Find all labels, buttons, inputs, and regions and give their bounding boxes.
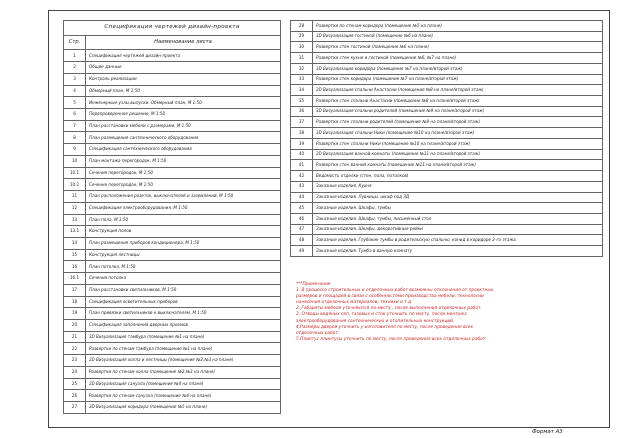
sheet-number: 28 [291, 21, 313, 32]
sheet-number: 23 [64, 355, 86, 367]
table-row [64, 155, 281, 167]
sheet-name: Развертки стен спальни родителей (помещение №9 на плане/второй этаж) [313, 117, 603, 128]
sheet-number: 40 [291, 149, 313, 160]
sheet-name: Ведомость отделки (стен, пола, потолков) [313, 171, 603, 182]
sheet-name: Спецификация электрооборудования, М 1:50 [86, 202, 281, 214]
sheet-name: Заказные изделия. Лувницы, шкаф под ЗД [313, 192, 603, 203]
sheet-number: 10.2 [64, 179, 86, 191]
sheet-number: 11 [64, 191, 86, 203]
sheet-number: 37 [291, 117, 313, 128]
sheet-number: 42 [291, 171, 313, 182]
sheet-name: Сечения потолка [86, 273, 281, 285]
table-row [64, 226, 281, 238]
sheet-number: 16.1 [64, 273, 86, 285]
note-line: электрооборудования сантехнических и отопительных конструкций. [296, 318, 455, 324]
sheet-number: 7 [64, 120, 86, 132]
table-row [64, 331, 281, 343]
table-row [291, 42, 603, 53]
table-row [64, 273, 281, 285]
note-line: размеров и площадей в связи с особенностями производства мебели, технологии [296, 294, 484, 300]
sheet-name: 3D Визуализация спальни родителей (помещение №9 на плане/второй этаж) [313, 106, 603, 117]
table-row [64, 390, 281, 402]
format-label: Формат А3 [532, 429, 563, 435]
sheet-name: План размещения приборов кондиционера, М 1:50 [86, 237, 281, 249]
table-row [64, 402, 281, 414]
table-row [64, 237, 281, 249]
table-row [64, 73, 281, 85]
sheet-number: 31 [291, 53, 313, 64]
sheet-name: 3D Визуализация спальни Анастасии (помещение №8 на плане/второй этаж) [313, 85, 603, 96]
table-row [64, 109, 281, 121]
sheet-number: 14 [64, 237, 86, 249]
table-row [291, 203, 603, 214]
table-row [291, 106, 603, 117]
sheet-name: Развертки по стенам коридора (помещение №5 на плане) [313, 21, 603, 32]
note-line: нанесения отделочных материалов, техники и т.д. [296, 300, 413, 306]
sheet-name: Заказные изделия. Шкафы, тумбы, письменный стол [313, 213, 603, 224]
table-row [291, 117, 603, 128]
sheet-number: 18 [64, 296, 86, 308]
note-line: 4.Размеры дверей уточнить у изготовителя по месту, после проведения всех [296, 324, 474, 330]
table-row [291, 128, 603, 139]
sheet-number: 16 [64, 261, 86, 273]
table-row [64, 214, 281, 226]
sheet-number: 36 [291, 106, 313, 117]
sheet-number: 20 [64, 319, 86, 331]
table-row [64, 85, 281, 97]
sheet-name: Сечения перегородок, М 1:50 [86, 179, 281, 191]
sheet-name: Инженерные узлы,выпуски. Обмерный план, М 1:50 [86, 97, 281, 109]
sheet-number: 49 [291, 246, 313, 257]
sheet-name: 3D Визуализация гостиной (помещение №6 на плане) [313, 31, 603, 42]
col-name-header: Наименование листа [86, 36, 281, 50]
sheet-name: Спецификация осветительных приборов [86, 296, 281, 308]
sheet-number: 21 [64, 331, 86, 343]
note-line: 5.Плинтус плинтусы уточнить по месту, после проведения всех отделочных работ. [296, 336, 487, 342]
spec-header-row [64, 36, 281, 50]
note-line: 2. Габариты мебели уточняются по месту , после выполнения отделочных работ. [296, 306, 482, 312]
table-row [291, 31, 603, 42]
sheet-number: 43 [291, 181, 313, 192]
sheet-name: Конструкция лестницы [86, 249, 281, 261]
table-row [64, 120, 281, 132]
sheet-name: Конструкция полов [86, 226, 281, 238]
sheet-name: Спецификация заполнения дверных проемов [86, 319, 281, 331]
table-row [64, 62, 281, 74]
sheet-name: Сечения перегородок, М 1:50 [86, 167, 281, 179]
sheet-number: 35 [291, 96, 313, 107]
sheet-name: Заказные изделия. Шкафы, тумбы [313, 203, 603, 214]
sheet-name: Развертки по стенам санузла (помещение №4 на плане) [86, 390, 281, 402]
sheet-name: 3D Визуализация тамбура (помещение №1 на плане) [86, 331, 281, 343]
sheet-name: 3D Визуализация санузла (помещение №4 на плане) [86, 378, 281, 390]
sheet-number: 13 [64, 214, 86, 226]
notes-block [296, 282, 566, 343]
sheet-number: 10 [64, 155, 86, 167]
sheet-name: Спецификация сантехнического оборудования [86, 144, 281, 156]
table-row [291, 74, 603, 85]
sheet-name: План пола, М 1:50 [86, 214, 281, 226]
table-row [64, 191, 281, 203]
table-row [64, 179, 281, 191]
sheet-number: 34 [291, 85, 313, 96]
table-row [291, 138, 603, 149]
table-row [64, 167, 281, 179]
sheet-number: 27 [64, 402, 86, 414]
table-row [291, 149, 603, 160]
sheet-number: 30 [291, 42, 313, 53]
sheet-name: Заказные изделия. Глубокие тумбы в родительскую спальню, конид в коридоре 2-го этажа. [313, 235, 603, 246]
note-line: отделочных работ. [296, 330, 340, 336]
sheet-name: План расстановки светильников, М 1:50 [86, 284, 281, 296]
sheet-name: 3D Визуализация коридора (помещение №5 на плане) [86, 402, 281, 414]
table-row [291, 96, 603, 107]
sheet-number: 5 [64, 97, 86, 109]
sheet-name: Развертки стен спальни Ники (помещение №10 на плане/второй этаж) [313, 138, 603, 149]
sheet-number: 15 [64, 249, 86, 261]
sheet-number: 10.1 [64, 167, 86, 179]
sheet-name: Обмерный план, М 1:50 [86, 85, 281, 97]
table-row [64, 355, 281, 367]
sheet-number: 24 [64, 366, 86, 378]
table-row [64, 261, 281, 273]
sheet-number: 47 [291, 224, 313, 235]
sheet-number: 2 [64, 62, 86, 74]
table-row [291, 235, 603, 246]
table-row [291, 85, 603, 96]
table-row [291, 224, 603, 235]
sheet-name: План потолка, М 1:50 [86, 261, 281, 273]
sheet-number: 3 [64, 73, 86, 85]
sheet-name: 3D Визуализация спальни Ники (помещение №10 на плане/второй этаж) [313, 128, 603, 139]
sheet-name: Развертки стен ванной комнаты (помещение №11 на плане/второй этаж) [313, 160, 603, 171]
sheet-number: 6 [64, 109, 86, 121]
sheet-number: 19 [64, 308, 86, 320]
sheet-name: План размещения сантехнического оборудования [86, 132, 281, 144]
table-row [291, 53, 603, 64]
spec-table-left [63, 20, 281, 414]
sheet-number: 48 [291, 235, 313, 246]
sheet-number: 8 [64, 132, 86, 144]
note-line: 3. Отводы водяных сеп, газовых и сток уточнить по месту, после монтажа [296, 312, 467, 318]
sheet-number: 25 [64, 378, 86, 390]
table-row [291, 63, 603, 74]
sheet-name: Спецификация чертежей дизайн-проекта [86, 50, 281, 62]
sheet-number: 45 [291, 203, 313, 214]
sheet-name: 3D Визуализация коридора (помещение №7 на плане/второй этаж) [313, 63, 603, 74]
table-row [64, 366, 281, 378]
spec-title: Спецификация чертежей дизайн-проекта [64, 21, 281, 36]
table-row [64, 284, 281, 296]
spec-title-row [64, 21, 281, 36]
sheet-name: Заказные изделия. Кухня. [313, 181, 603, 192]
table-row [291, 171, 603, 182]
sheet-name: Развертки стен коридора (помещение №7 на плане/второй этаж) [313, 74, 603, 85]
table-row [291, 21, 603, 32]
sheet-number: 38 [291, 128, 313, 139]
sheet-name: Контроль реализации [86, 73, 281, 85]
table-row [64, 378, 281, 390]
sheet-name: 3D Визуализация ванной комнаты (помещение №11 на плане/второй этаж) [313, 149, 603, 160]
sheet-name: План расположения розеток, выключателей и заземлений, М 1:50 [86, 191, 281, 203]
col-num-header: Стр. [64, 36, 86, 50]
sheet-number: 32 [291, 63, 313, 74]
sheet-name: Развертки стен спальни Анастасии (помещение №8 на плане/второй этаж) [313, 96, 603, 107]
sheet-number: 13.1 [64, 226, 86, 238]
table-row [64, 144, 281, 156]
table-row [291, 246, 603, 257]
note-line: ***Примечание [296, 282, 331, 287]
sheet-name: Развертки по стенам холла (помещение №2,№3 на плане) [86, 366, 281, 378]
table-row [64, 249, 281, 261]
table-row [64, 319, 281, 331]
sheet-number: 9 [64, 144, 86, 156]
sheet-number: 41 [291, 160, 313, 171]
sheet-name: Заказные изделия. Шкафы, декоративные рейки [313, 224, 603, 235]
sheet-number: 12 [64, 202, 86, 214]
sheet-number: 29 [291, 31, 313, 42]
sheet-name: 3D Визуализация холла и лестницы (помещение №2,№3 на плане) [86, 355, 281, 367]
sheet-name: Перепроверенное решение, М 1:50 [86, 109, 281, 121]
sheet-name: Развертки стен кухни и гостиной (помещение №6, №7 на плане) [313, 53, 603, 64]
table-row [64, 132, 281, 144]
sheet-number: 1 [64, 50, 86, 62]
table-row [64, 50, 281, 62]
sheet-number: 46 [291, 213, 313, 224]
sheet-number: 44 [291, 192, 313, 203]
table-row [64, 308, 281, 320]
sheet-name: Развертки стен гостиной (помещение №6 на плане) [313, 42, 603, 53]
sheet-name: Общие данные [86, 62, 281, 74]
table-row [64, 296, 281, 308]
table-row [64, 202, 281, 214]
sheet-name: План расстановки мебели с размерами, М 1:50 [86, 120, 281, 132]
sheet-name: План монтажа перегородок, М 1:50 [86, 155, 281, 167]
sheet-name: Заказные изделия. Тумба в ванную комнату [313, 246, 603, 257]
note-line: 1. В процессе строительных и отделочных работ возможны отклонения от проектных [296, 288, 494, 294]
table-row [291, 181, 603, 192]
table-row [64, 343, 281, 355]
sheet-number: 22 [64, 343, 86, 355]
table-row [291, 192, 603, 203]
table-row [291, 160, 603, 171]
sheet-number: 17 [64, 284, 86, 296]
sheet-number: 26 [64, 390, 86, 402]
sheet-number: 4 [64, 85, 86, 97]
spec-table-right [290, 20, 603, 257]
table-row [291, 213, 603, 224]
sheet-number: 33 [291, 74, 313, 85]
sheet-number: 39 [291, 138, 313, 149]
sheet-name: План привязки светильников к выключателям, М 1:50 [86, 308, 281, 320]
table-row [64, 97, 281, 109]
sheet-name: Развертки по стенам тамбура (помещение №1 на плане) [86, 343, 281, 355]
